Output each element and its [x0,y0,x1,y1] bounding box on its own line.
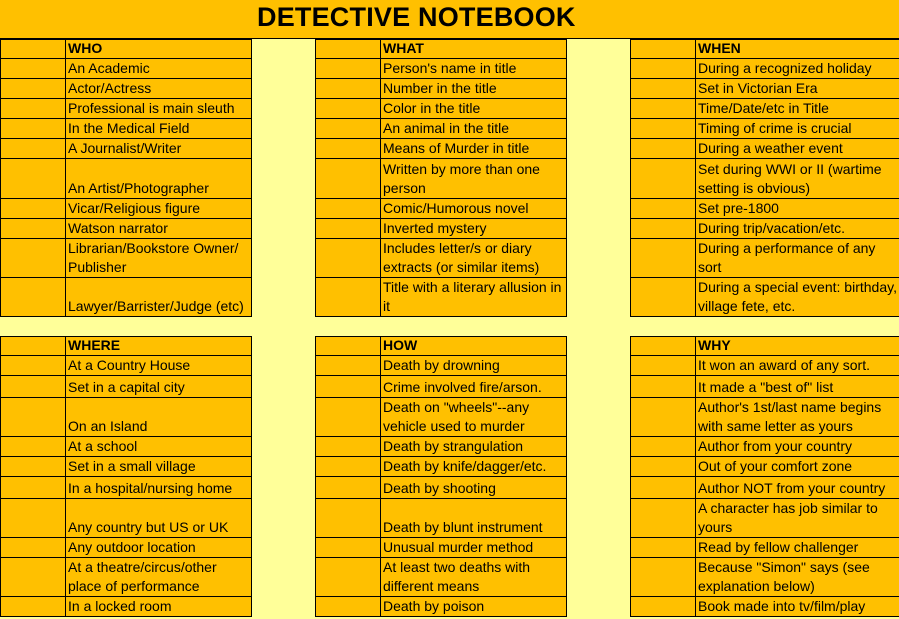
cell-text: It won an award of any sort. [698,357,870,373]
empty-cell[interactable] [315,278,381,317]
column-header[interactable] [695,39,899,59]
cell-text: Librarian/Bookstore Owner/ Publisher [68,240,239,275]
page-title: DETECTIVE NOTEBOOK [257,2,576,32]
cell-text: At a theatre/circus/other place of performance [68,559,217,594]
table-cell[interactable] [65,597,252,617]
cell-text: During a special event: birthday, village fete, etc. [698,279,897,314]
cell-text: Includes letter/s or diary extracts (or similar items) [383,240,540,275]
empty-cell[interactable] [630,219,696,239]
empty-cell[interactable] [0,99,66,119]
cell-text: Number in the title [383,80,497,96]
empty-cell[interactable] [315,119,381,139]
table-cell[interactable] [65,239,252,278]
table-cell[interactable] [380,376,567,398]
cell-text: Unusual murder method [383,539,534,555]
table-cell[interactable] [695,437,899,457]
table-cell[interactable] [65,159,252,199]
empty-cell[interactable] [0,278,66,317]
header-row [0,336,899,356]
table-cell[interactable] [65,119,252,139]
cell-text: Color in the title [383,100,481,116]
table-cell[interactable] [380,159,567,199]
cell-text: Inverted mystery [383,220,487,236]
cell-text: In a locked room [68,598,172,614]
table-row [0,558,899,597]
table-cell[interactable] [65,499,252,538]
cell-text: Death by knife/dagger/etc. [383,458,547,474]
table-cell[interactable] [380,398,567,437]
cell-text: Author from your country [698,438,853,454]
table-row [0,398,899,437]
table-row [0,119,899,139]
empty-cell[interactable] [0,398,66,437]
table-cell[interactable] [380,139,567,159]
table-cell[interactable] [695,376,899,398]
table-cell[interactable] [695,499,899,538]
empty-cell[interactable] [630,499,696,538]
cell-text: Death by poison [383,598,485,614]
cell-text: Death by shooting [383,480,496,496]
table-row [0,356,899,376]
empty-cell[interactable] [315,398,381,437]
empty-cell[interactable] [630,59,696,79]
empty-cell[interactable] [630,376,696,398]
table-cell[interactable] [65,79,252,99]
empty-cell[interactable] [315,558,381,597]
empty-cell[interactable] [0,356,66,376]
empty-cell[interactable] [630,159,696,199]
cell-text: Any country but US or UK [68,519,229,535]
table-cell[interactable] [695,477,899,499]
empty-cell[interactable] [630,477,696,499]
table-cell[interactable] [380,538,567,558]
table-cell[interactable] [65,398,252,437]
table-cell[interactable] [380,558,567,597]
empty-cell[interactable] [630,119,696,139]
cell-text: Death by drowning [383,357,500,373]
empty-cell[interactable] [0,477,66,499]
empty-cell[interactable] [630,99,696,119]
empty-cell[interactable] [0,499,66,538]
empty-cell[interactable] [630,239,696,278]
cell-text: Because "Simon" says (see explanation below) [698,559,870,594]
empty-cell[interactable] [315,457,381,477]
empty-cell[interactable] [0,558,66,597]
cell-text: An Artist/Photographer [68,180,209,196]
empty-cell[interactable] [0,139,66,159]
cell-text: In the Medical Field [68,120,190,136]
cell-text: Actor/Actress [68,80,152,96]
cell-text: Out of your comfort zone [698,458,853,474]
table-cell[interactable] [695,239,899,278]
empty-cell[interactable] [315,437,381,457]
cell-text: At a Country House [68,357,191,373]
table-row [0,457,899,477]
table-cell[interactable] [695,597,899,617]
empty-cell[interactable] [315,336,381,356]
empty-cell[interactable] [315,159,381,199]
table-cell[interactable] [380,79,567,99]
table-cell[interactable] [380,597,567,617]
empty-cell[interactable] [0,457,66,477]
table-cell[interactable] [695,79,899,99]
table-cell[interactable] [695,219,899,239]
table-cell[interactable] [695,356,899,376]
cell-text: Author NOT from your country [698,480,886,496]
empty-cell[interactable] [315,79,381,99]
empty-cell[interactable] [630,538,696,558]
empty-cell[interactable] [0,159,66,199]
empty-cell[interactable] [0,597,66,617]
cell-text: During a weather event [698,140,843,156]
empty-cell[interactable] [630,437,696,457]
empty-cell[interactable] [315,199,381,219]
table-cell[interactable] [65,59,252,79]
empty-cell[interactable] [315,597,381,617]
title-bar [0,0,899,39]
header-label: WHEN [698,40,741,56]
empty-cell[interactable] [315,538,381,558]
table-cell[interactable] [380,199,567,219]
empty-cell[interactable] [315,499,381,538]
table-row [0,376,899,398]
table-cell[interactable] [695,159,899,199]
cell-text: Book made into tv/film/play [698,598,866,614]
column-header[interactable] [380,39,567,59]
empty-cell[interactable] [0,437,66,457]
table-cell[interactable] [380,356,567,376]
table-row [0,139,899,159]
table-cell[interactable] [65,99,252,119]
cell-text: Timing of crime is crucial [698,120,852,136]
table-cell[interactable] [380,219,567,239]
table-cell[interactable] [65,437,252,457]
header-label: WHY [698,337,731,353]
header-label: WHO [68,40,103,56]
cell-text: Title with a literary allusion in it [383,279,562,314]
table-cell[interactable] [380,59,567,79]
table-cell[interactable] [65,477,252,499]
table-cell[interactable] [695,139,899,159]
header-label: WHAT [383,40,424,56]
cell-text: Set in a small village [68,458,196,474]
table-row [0,59,899,79]
empty-cell[interactable] [315,59,381,79]
header-row [0,39,899,59]
empty-cell[interactable] [630,558,696,597]
empty-cell[interactable] [630,79,696,99]
table-row [0,538,899,558]
cell-text: Person's name in title [383,60,517,76]
cell-text: Author's 1st/last name begins with same letter as yours [698,399,882,434]
table-cell[interactable] [695,457,899,477]
cell-text: Comic/Humorous novel [383,200,529,216]
table-cell[interactable] [380,499,567,538]
table-cell[interactable] [380,477,567,499]
empty-cell[interactable] [630,457,696,477]
table-cell[interactable] [65,356,252,376]
cell-text: It made a "best of" list [698,379,834,395]
table-row [0,199,899,219]
column-header[interactable] [380,336,567,356]
empty-cell[interactable] [315,356,381,376]
table-row [0,278,899,317]
empty-cell[interactable] [0,119,66,139]
table-cell[interactable] [65,376,252,398]
table-cell[interactable] [695,199,899,219]
empty-cell[interactable] [0,376,66,398]
cell-text: A Journalist/Writer [68,140,182,156]
empty-cell[interactable] [0,336,66,356]
cell-text: In a hospital/nursing home [68,480,233,496]
empty-cell[interactable] [0,79,66,99]
table-cell[interactable] [65,538,252,558]
table-row [0,99,899,119]
cell-text: Time/Date/etc in Title [698,100,829,116]
empty-cell[interactable] [630,199,696,219]
empty-cell[interactable] [315,99,381,119]
table-row [0,239,899,278]
table-cell[interactable] [65,278,252,317]
table-row [0,499,899,538]
empty-cell[interactable] [630,356,696,376]
table-cell[interactable] [380,99,567,119]
empty-cell[interactable] [315,219,381,239]
cell-text: An animal in the title [383,120,510,136]
table-row [0,159,899,199]
empty-cell[interactable] [630,139,696,159]
cell-text: Watson narrator [68,220,168,236]
table-cell[interactable] [695,119,899,139]
cell-text: Set in Victorian Era [698,80,818,96]
empty-cell[interactable] [315,376,381,398]
table-cell[interactable] [380,457,567,477]
cell-text: A character has job similar to yours [698,500,878,535]
cell-text: Set during WWI or II (wartime setting is obvious) [698,161,882,196]
table-cell[interactable] [695,558,899,597]
column-header[interactable] [65,39,252,59]
table-cell[interactable] [65,219,252,239]
cell-text: During a performance of any sort [698,240,876,275]
table-cell[interactable] [380,119,567,139]
table-cell[interactable] [65,457,252,477]
empty-cell[interactable] [0,59,66,79]
table-cell[interactable] [695,398,899,437]
empty-cell[interactable] [630,278,696,317]
cell-text: Read by fellow challenger [698,539,859,555]
table-cell[interactable] [695,59,899,79]
empty-cell[interactable] [0,39,66,59]
table-cell[interactable] [380,278,567,317]
header-label: WHERE [68,337,121,353]
empty-cell[interactable] [630,336,696,356]
empty-cell[interactable] [315,239,381,278]
table-row [0,477,899,499]
empty-cell[interactable] [0,219,66,239]
cell-text: Means of Murder in title [383,140,530,156]
cell-text: Written by more than one person [383,161,540,196]
table-cell[interactable] [65,139,252,159]
empty-cell[interactable] [630,398,696,437]
cell-text: Lawyer/Barrister/Judge (etc) [68,298,244,314]
cell-text: Set in a capital city [68,379,185,395]
empty-cell[interactable] [0,538,66,558]
table-row [0,437,899,457]
table-cell[interactable] [695,538,899,558]
table-cell[interactable] [65,199,252,219]
empty-cell[interactable] [630,597,696,617]
column-header[interactable] [65,336,252,356]
empty-cell[interactable] [0,199,66,219]
empty-cell[interactable] [315,39,381,59]
cell-text: Professional is main sleuth [68,100,235,116]
cell-text: At a school [68,438,138,454]
cell-text: Any outdoor location [68,539,196,555]
table-cell[interactable] [695,278,899,317]
cell-text: At least two deaths with different means [383,559,531,594]
table-row [0,219,899,239]
cell-text: During a recognized holiday [698,60,872,76]
table-row [0,597,899,617]
empty-cell[interactable] [315,477,381,499]
cell-text: Set pre-1800 [698,200,779,216]
empty-cell[interactable] [0,239,66,278]
column-header[interactable] [695,336,899,356]
header-label: HOW [383,337,418,353]
cell-text: On an Island [68,418,148,434]
cell-text: Vicar/Religious figure [68,200,201,216]
table-row [0,79,899,99]
cell-text: Death by blunt instrument [383,519,543,535]
cell-text: An Academic [68,60,150,76]
table-cell[interactable] [380,239,567,278]
empty-cell[interactable] [630,39,696,59]
cell-text: During trip/vacation/etc. [698,220,846,236]
cell-text: Crime involved fire/arson. [383,379,542,395]
table-cell[interactable] [380,437,567,457]
table-cell[interactable] [65,558,252,597]
cell-text: Death by strangulation [383,438,524,454]
table-cell[interactable] [695,99,899,119]
cell-text: Death on "wheels"--any vehicle used to murder [383,399,530,434]
empty-cell[interactable] [315,139,381,159]
